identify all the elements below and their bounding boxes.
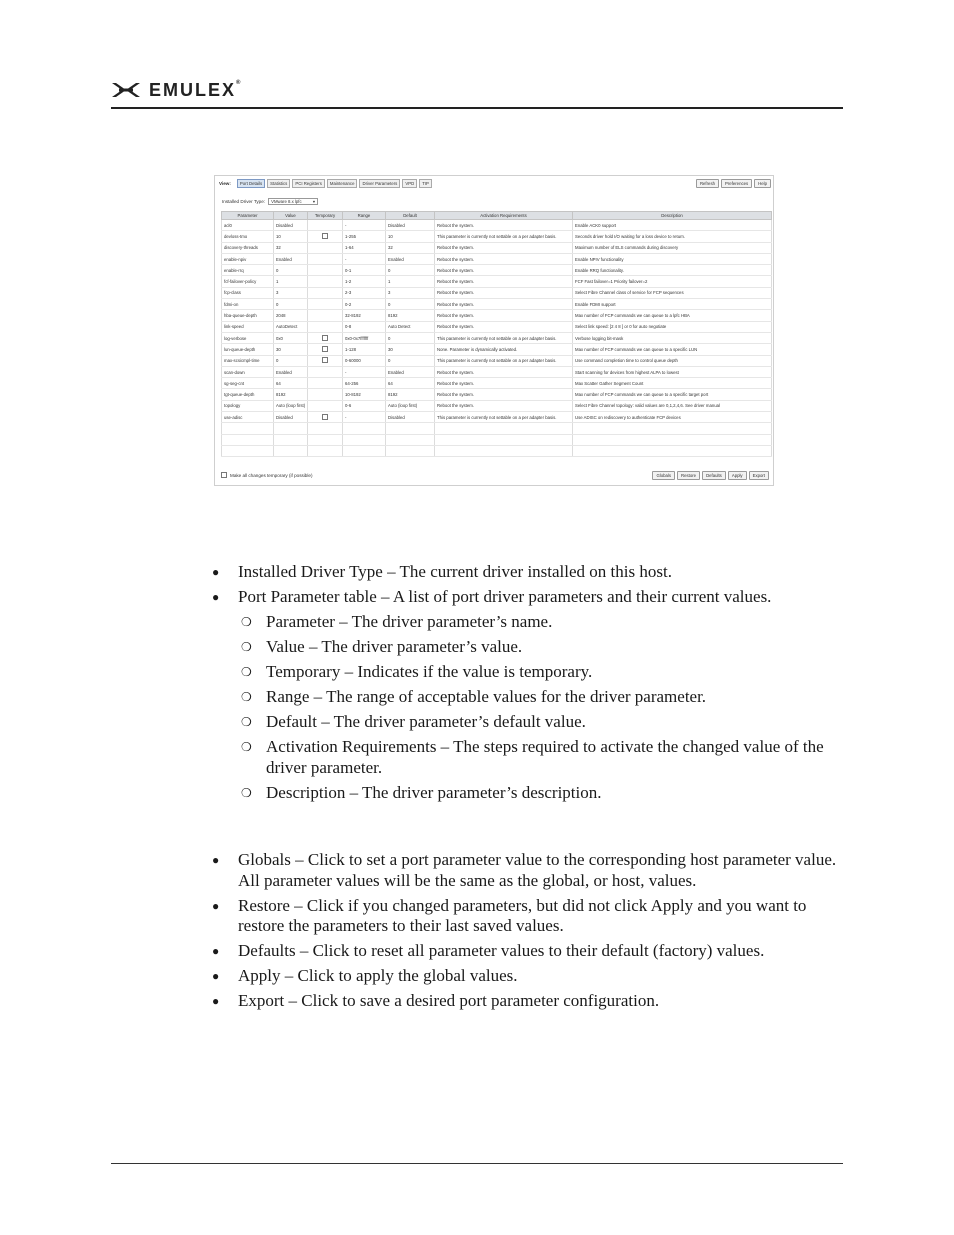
restore-button[interactable]: Restore xyxy=(677,471,700,480)
table-cell[interactable]: 1 xyxy=(274,276,308,287)
table-cell: Reboot the system. xyxy=(435,321,573,332)
table-cell: Reboot the system. xyxy=(435,389,573,400)
table-cell: enable-rrq xyxy=(222,265,274,276)
table-cell: Use ADISC on rediscovery to authenticate FCP devices xyxy=(573,412,772,423)
table-cell: Enable FDMI support xyxy=(573,299,772,310)
table-cell: Max number of FCP commands we can queue to a specific LUN xyxy=(573,344,772,355)
make-temporary-label: Make all changes temporary (if possible) xyxy=(230,472,313,478)
table-cell: use-adisc xyxy=(222,412,274,423)
top-button-group xyxy=(696,179,771,188)
table-cell: Select Fibre Channel class of service for FCP sequences xyxy=(573,287,772,298)
table-cell: Maximum number of ELS commands during discovery xyxy=(573,242,772,253)
table-row[interactable] xyxy=(222,412,772,423)
table-cell: Reboot the system. xyxy=(435,310,573,321)
table-cell: Reboot the system. xyxy=(435,400,573,411)
bottom-button-group xyxy=(652,471,769,480)
column-header-parameter: Parameter xyxy=(222,212,274,220)
table-cell xyxy=(308,378,343,389)
empty-table-row xyxy=(222,445,772,456)
table-cell xyxy=(435,445,573,456)
chevron-down-icon: ▾ xyxy=(312,199,316,204)
table-cell: Enabled xyxy=(386,253,435,264)
table-row[interactable] xyxy=(222,253,772,264)
list-item xyxy=(212,850,844,891)
table-cell: 10 xyxy=(386,231,435,242)
table-row[interactable] xyxy=(222,344,772,355)
buttons-list xyxy=(212,850,844,1016)
bullet-icon: ● xyxy=(212,969,220,983)
table-cell: 0-8 xyxy=(343,321,386,332)
table-row[interactable] xyxy=(222,366,772,377)
table-cell xyxy=(308,220,343,231)
table-cell xyxy=(308,344,343,355)
table-cell: Enable NPIV functionality xyxy=(573,253,772,264)
table-cell xyxy=(308,287,343,298)
table-cell xyxy=(222,434,274,445)
table-cell xyxy=(222,423,274,434)
table-cell[interactable]: 0 xyxy=(274,299,308,310)
table-cell xyxy=(274,434,308,445)
table-row[interactable] xyxy=(222,378,772,389)
table-cell xyxy=(308,434,343,445)
table-cell: Max number of FCP commands we can queue to a specific target port xyxy=(573,389,772,400)
table-cell xyxy=(308,242,343,253)
table-cell: None. Parameter is dynamically activated. xyxy=(435,344,573,355)
table-cell: Reboot the system. xyxy=(435,299,573,310)
table-cell: 32-8192 xyxy=(343,310,386,321)
table-cell: Reboot the system. xyxy=(435,220,573,231)
table-cell xyxy=(386,434,435,445)
table-cell: devloss-tmo xyxy=(222,231,274,242)
table-cell: enable-npiv xyxy=(222,253,274,264)
table-cell: Start scanning for devices from highest ALPA to lowest xyxy=(573,366,772,377)
table-cell[interactable]: 64 xyxy=(274,378,308,389)
table-cell: lun-queue-depth xyxy=(222,344,274,355)
sub-list-item-text: Range – The range of acceptable values for the driver parameter. xyxy=(266,687,707,706)
table-cell xyxy=(308,310,343,321)
table-cell: Reboot the system. xyxy=(435,253,573,264)
sub-bullet-icon: ❍ xyxy=(241,740,252,754)
temporary-checkbox[interactable] xyxy=(322,414,328,420)
sub-list-item xyxy=(238,783,844,804)
tab-maintenance[interactable]: Maintenance xyxy=(327,179,358,188)
port-parameter-table xyxy=(221,211,772,457)
table-cell: This parameter is currently not settable on a per adapter basis. xyxy=(435,332,573,343)
list-item-text: Export – Click to save a desired port parameter configuration. xyxy=(238,991,660,1010)
table-cell: max-scsicmpl-time xyxy=(222,355,274,366)
column-header-range: Range xyxy=(343,212,386,220)
tab-driver-parameters[interactable]: Driver Parameters xyxy=(359,179,400,188)
table-cell xyxy=(308,389,343,400)
table-cell: sg-seg-cnt xyxy=(222,378,274,389)
table-cell: Reboot the system. xyxy=(435,276,573,287)
table-cell: 64-256 xyxy=(343,378,386,389)
bullet-icon: ● xyxy=(212,994,220,1008)
table-cell: This parameter is currently not settable on a per adapter basis. xyxy=(435,412,573,423)
table-cell: Enable RRQ functionality. xyxy=(573,265,772,276)
table-cell: log-verbose xyxy=(222,332,274,343)
table-cell: link-speed xyxy=(222,321,274,332)
tab-pci-registers[interactable]: PCI Registers xyxy=(292,179,325,188)
table-cell: 0 xyxy=(386,332,435,343)
table-cell: Enable ACK0 support xyxy=(573,220,772,231)
table-row[interactable] xyxy=(222,265,772,276)
table-cell[interactable]: 3 xyxy=(274,287,308,298)
bullet-icon: ● xyxy=(212,853,220,867)
table-cell: - xyxy=(343,366,386,377)
table-cell xyxy=(343,423,386,434)
table-cell xyxy=(573,423,772,434)
table-cell xyxy=(308,253,343,264)
driver-parameters-screenshot xyxy=(214,175,774,486)
table-cell xyxy=(308,355,343,366)
tab-vpd[interactable]: VPD xyxy=(402,179,417,188)
bullet-icon: ● xyxy=(212,898,220,913)
table-row[interactable] xyxy=(222,299,772,310)
table-cell: 0 xyxy=(386,355,435,366)
table-cell: 30 xyxy=(386,344,435,355)
table-row[interactable] xyxy=(222,355,772,366)
list-item xyxy=(212,562,844,583)
table-cell: 1-255 xyxy=(343,231,386,242)
table-cell[interactable]: 10 xyxy=(274,231,308,242)
table-cell: Reboot the system. xyxy=(435,265,573,276)
table-cell xyxy=(308,276,343,287)
table-cell[interactable]: 8192 xyxy=(274,389,308,400)
table-cell: scan-down xyxy=(222,366,274,377)
table-cell xyxy=(274,423,308,434)
list-item xyxy=(212,587,844,803)
table-cell: 8192 xyxy=(386,389,435,400)
table-cell xyxy=(343,434,386,445)
table-cell[interactable]: 0 xyxy=(274,355,308,366)
table-row[interactable] xyxy=(222,400,772,411)
table-cell: 1-2 xyxy=(343,276,386,287)
table-cell: Disabled xyxy=(386,412,435,423)
table-cell: acl0 xyxy=(222,220,274,231)
installed-driver-type xyxy=(222,198,318,205)
table-cell[interactable]: AutoDetect xyxy=(274,321,308,332)
table-cell xyxy=(308,231,343,242)
sub-list xyxy=(238,612,844,803)
table-cell: 0 xyxy=(386,299,435,310)
tab-tip[interactable]: TIP xyxy=(419,179,432,188)
table-cell: Seconds driver hold I/O waiting for a loss device to return. xyxy=(573,231,772,242)
sub-bullet-icon: ❍ xyxy=(241,690,252,704)
table-cell: 0 xyxy=(386,265,435,276)
table-cell: 0-2 xyxy=(343,299,386,310)
emulex-logo-mark-icon xyxy=(111,81,141,99)
temporary-checkbox[interactable] xyxy=(322,357,328,363)
table-row[interactable] xyxy=(222,242,772,253)
table-row[interactable] xyxy=(222,276,772,287)
table-cell xyxy=(308,445,343,456)
driver-type-select[interactable]: VMware 8.x lpfc ▾ xyxy=(268,198,318,205)
table-cell: This parameter is currently not settable on a per adapter basis. xyxy=(435,231,573,242)
column-header-description: Description xyxy=(573,212,772,220)
table-row[interactable] xyxy=(222,321,772,332)
table-cell: Auto Detect xyxy=(386,321,435,332)
preferences-button[interactable]: Preferences xyxy=(721,179,752,188)
view-tab-bar xyxy=(219,179,432,188)
table-cell xyxy=(308,366,343,377)
table-cell[interactable]: Disabled xyxy=(274,412,308,423)
temporary-checkbox[interactable] xyxy=(322,346,328,352)
table-cell xyxy=(274,445,308,456)
export-button[interactable]: Export xyxy=(749,471,769,480)
sub-list-item xyxy=(238,662,844,683)
table-cell[interactable]: Enabled xyxy=(274,366,308,377)
table-cell: 8192 xyxy=(386,310,435,321)
table-cell: 0-1 xyxy=(343,265,386,276)
refresh-button[interactable]: Refresh xyxy=(696,179,719,188)
sub-list-item-text: Activation Requirements – The steps required to activate the changed value of the driver parameter. xyxy=(266,737,824,777)
table-cell xyxy=(308,423,343,434)
temporary-changes-option xyxy=(221,472,312,478)
table-cell[interactable]: Enabled xyxy=(274,253,308,264)
list-item-text: Installed Driver Type – The current driver installed on this host. xyxy=(238,562,672,581)
column-header-activation-requirements: Activation Requirements xyxy=(435,212,573,220)
table-cell: 0-6 xyxy=(343,400,386,411)
table-cell[interactable]: Auto (loop first) xyxy=(274,400,308,411)
table-cell: 64 xyxy=(386,378,435,389)
sub-list-item-text: Default – The driver parameter’s default value. xyxy=(266,712,586,731)
sub-list-item-text: Value – The driver parameter’s value. xyxy=(266,637,523,656)
table-cell[interactable]: Disabled xyxy=(274,220,308,231)
table-cell: 0x0-0x7fffffff xyxy=(343,332,386,343)
table-cell: - xyxy=(343,220,386,231)
table-cell[interactable]: 32 xyxy=(274,242,308,253)
table-cell: tgt-queue-depth xyxy=(222,389,274,400)
table-cell: 3 xyxy=(386,287,435,298)
table-cell: Reboot the system. xyxy=(435,242,573,253)
table-cell: fcp-class xyxy=(222,287,274,298)
table-cell: 1-64 xyxy=(343,242,386,253)
list-item xyxy=(212,991,844,1012)
table-cell: Reboot the system. xyxy=(435,287,573,298)
logo-text: EMULEX® xyxy=(149,79,243,100)
table-cell xyxy=(308,412,343,423)
table-cell: Select Fibre Channel topology: valid values are 0,1,2,4,6. See driver manual xyxy=(573,400,772,411)
table-cell xyxy=(386,423,435,434)
table-cell xyxy=(308,332,343,343)
sub-bullet-icon: ❍ xyxy=(241,640,252,654)
bullet-icon: ● xyxy=(212,565,220,579)
table-cell[interactable]: 0x0 xyxy=(274,332,308,343)
table-cell xyxy=(386,445,435,456)
tab-statistics[interactable]: Statistics xyxy=(267,179,290,188)
column-header-default: Default xyxy=(386,212,435,220)
table-row[interactable] xyxy=(222,220,772,231)
table-cell: 1 xyxy=(386,276,435,287)
temporary-checkbox[interactable] xyxy=(322,335,328,341)
table-header-row xyxy=(222,212,772,220)
column-header-temporary: Temporary xyxy=(308,212,343,220)
table-cell: - xyxy=(343,253,386,264)
table-cell[interactable]: 2048 xyxy=(274,310,308,321)
table-cell: Verbose logging bit-mask xyxy=(573,332,772,343)
table-cell: 2-3 xyxy=(343,287,386,298)
table-row[interactable] xyxy=(222,332,772,343)
table-cell: - xyxy=(343,412,386,423)
table-cell: discovery-threads xyxy=(222,242,274,253)
table-cell xyxy=(308,299,343,310)
list-item-text: Restore – Click if you changed parameters, but did not click Apply and you want to restore the parameters to their last saved values. xyxy=(238,895,807,935)
table-cell xyxy=(573,445,772,456)
list-item-text: Globals – Click to set a port parameter value to the corresponding host parameter value. All parameter values will be the same as the global, or host, values. xyxy=(238,850,837,890)
table-cell: 10-8192 xyxy=(343,389,386,400)
table-cell: Reboot the system. xyxy=(435,366,573,377)
table-cell[interactable]: 30 xyxy=(274,344,308,355)
list-item-text: Apply – Click to apply the global values. xyxy=(238,966,518,985)
table-cell: FCF Fast failover=1 Priority failover=2 xyxy=(573,276,772,287)
globals-button[interactable]: Globals xyxy=(652,471,675,480)
list-item-text: Defaults – Click to reset all parameter values to their default (factory) values. xyxy=(238,941,765,960)
emulex-logo xyxy=(111,80,242,100)
list-item-text: Port Parameter table – A list of port driver parameters and their current values. xyxy=(238,587,772,606)
table-cell: hba-queue-depth xyxy=(222,310,274,321)
table-cell: Enabled xyxy=(386,366,435,377)
sub-list-item xyxy=(238,737,844,778)
column-header-value: Value xyxy=(274,212,308,220)
sub-list-item xyxy=(238,637,844,658)
sub-list-item xyxy=(238,712,844,733)
table-cell: Reboot the system. xyxy=(435,378,573,389)
make-temporary-checkbox[interactable] xyxy=(221,472,227,478)
table-cell: Use command completion time to control queue depth xyxy=(573,355,772,366)
table-cell: Disabled xyxy=(386,220,435,231)
sub-bullet-icon: ❍ xyxy=(241,715,252,729)
sub-bullet-icon: ❍ xyxy=(241,665,252,679)
header-rule xyxy=(111,107,843,109)
table-cell: fdmi-on xyxy=(222,299,274,310)
sub-list-item-text: Temporary – Indicates if the value is temporary. xyxy=(266,662,593,681)
table-cell: 1-128 xyxy=(343,344,386,355)
tab-port-details[interactable]: Port Details xyxy=(237,179,265,188)
table-cell xyxy=(343,445,386,456)
sub-list-item-text: Parameter – The driver parameter’s name. xyxy=(266,612,553,631)
sub-list-item xyxy=(238,612,844,633)
fields-list xyxy=(212,562,844,808)
table-cell: Max number of FCP commands we can queue to a lpfc HBA xyxy=(573,310,772,321)
temporary-checkbox[interactable] xyxy=(322,233,328,239)
table-cell: fcf-failover-policy xyxy=(222,276,274,287)
sub-bullet-icon: ❍ xyxy=(241,785,252,800)
table-cell[interactable]: 0 xyxy=(274,265,308,276)
bullet-icon: ● xyxy=(212,590,220,604)
table-cell: Select link speed: [2 4 8 ] or 0 for auto negotiate xyxy=(573,321,772,332)
table-cell: 32 xyxy=(386,242,435,253)
driver-type-label: Installed Driver Type: xyxy=(222,199,266,204)
table-cell xyxy=(222,445,274,456)
defaults-button[interactable]: Defaults xyxy=(702,471,726,480)
table-row[interactable] xyxy=(222,231,772,242)
table-cell: 0-60000 xyxy=(343,355,386,366)
list-item xyxy=(212,966,844,987)
table-cell xyxy=(435,423,573,434)
help-button[interactable]: Help xyxy=(754,179,771,188)
table-row[interactable] xyxy=(222,310,772,321)
footer-rule xyxy=(111,1163,843,1164)
table-cell xyxy=(308,400,343,411)
table-cell xyxy=(308,265,343,276)
table-row[interactable] xyxy=(222,389,772,400)
table-cell xyxy=(308,321,343,332)
view-label: View: xyxy=(219,181,231,186)
table-row[interactable] xyxy=(222,287,772,298)
sub-list-item-text: Description – The driver parameter’s description. xyxy=(266,782,602,802)
table-cell xyxy=(435,434,573,445)
empty-table-row xyxy=(222,423,772,434)
table-cell: Max Scatter Gather Segment Count xyxy=(573,378,772,389)
bullet-icon: ● xyxy=(212,944,220,958)
sub-list-item xyxy=(238,687,844,708)
table-cell xyxy=(573,434,772,445)
list-item xyxy=(212,896,844,937)
table-cell: Auto (loop first) xyxy=(386,400,435,411)
table-cell: topology xyxy=(222,400,274,411)
sub-bullet-icon: ❍ xyxy=(241,615,252,629)
list-item xyxy=(212,941,844,962)
table-cell: This parameter is currently not settable on a per adapter basis. xyxy=(435,355,573,366)
apply-button[interactable]: Apply xyxy=(728,471,747,480)
empty-table-row xyxy=(222,434,772,445)
